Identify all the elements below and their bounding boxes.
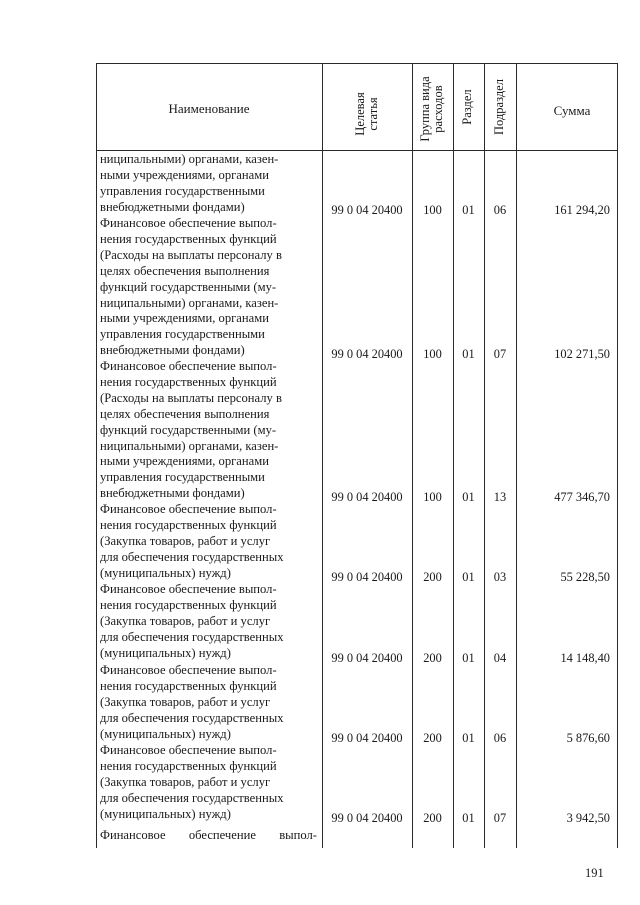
expense-group-cell: 100	[423, 203, 442, 217]
expense-group-cell: 200	[423, 731, 442, 745]
table-border-left	[96, 63, 97, 848]
subsection-cell: 06	[493, 203, 507, 217]
header-target-article: Целевая статья	[353, 92, 380, 136]
section-cell: 01	[462, 651, 475, 665]
row-description: Финансовое обеспечение выпол- нения государственных функций (Расходы на выплаты персоналу в целях обеспечения выполнения функций государственными (му- ниципальными) органами, казен- ными учреждениями, органами управления государственными внебюджетными фондами)	[100, 216, 282, 358]
subsection-cell: 06	[493, 731, 507, 745]
expense-group-cell: 200	[423, 651, 442, 665]
section-cell: 01	[462, 731, 475, 745]
row-description: Финансовое обеспечение выпол- нения государственных функций (Закупка товаров, работ и услуг для обеспечения государственных (муниципальных) нужд)	[100, 582, 284, 660]
sum-cell: 161 294,20	[554, 203, 610, 217]
target-article-cell: 99 0 04 20400	[331, 811, 403, 825]
subsection-cell: 13	[493, 490, 507, 504]
subsection-cell: 03	[493, 570, 507, 584]
expense-group-cell: 100	[423, 490, 442, 504]
expense-group-cell: 200	[423, 811, 442, 825]
sum-cell: 102 271,50	[554, 347, 610, 361]
sum-cell: 14 148,40	[560, 651, 610, 665]
row-description-tail: Финансовое обеспечение выпол-	[100, 828, 317, 842]
budget-table	[96, 63, 618, 848]
section-cell: 01	[462, 570, 475, 584]
row-description: Финансовое обеспечение выпол- нения государственных функций (Закупка товаров, работ и услуг для обеспечения государственных (муниципальных) нужд)	[100, 502, 284, 580]
row-description-continued: ниципальными) органами, казен- ными учреждениями, органами управления государственными внебюджетными фондами)	[100, 152, 279, 214]
table-border-right	[617, 63, 618, 848]
subsection-cell: 07	[493, 347, 507, 361]
section-cell: 01	[462, 203, 475, 217]
header-expense-group: Группа вида расходов	[418, 76, 445, 142]
target-article-cell: 99 0 04 20400	[331, 731, 403, 745]
row-description: Финансовое обеспечение выпол- нения государственных функций (Закупка товаров, работ и услуг для обеспечения государственных (муниципальных) нужд)	[100, 743, 284, 821]
target-article-cell: 99 0 04 20400	[331, 490, 403, 504]
row-description: Финансовое обеспечение выпол- нения государственных функций (Расходы на выплаты персоналу в целях обеспечения выполнения функций государственными (му- ниципальными) органами, казен- ными учреждениями, органами управления государственными внебюджетными фондами)	[100, 359, 282, 501]
header-sum: Сумма	[553, 103, 591, 118]
subsection-cell: 04	[493, 651, 507, 665]
header-section: Раздел	[460, 89, 474, 125]
page-number: 191	[585, 866, 604, 880]
target-article-cell: 99 0 04 20400	[331, 651, 403, 665]
header-subsection: Подраздел	[492, 79, 506, 135]
target-article-cell: 99 0 04 20400	[331, 347, 403, 361]
target-article-cell: 99 0 04 20400	[331, 570, 403, 584]
sum-cell: 3 942,50	[566, 811, 610, 825]
target-article-cell: 99 0 04 20400	[331, 203, 403, 217]
sum-cell: 5 876,60	[566, 731, 610, 745]
header-name: Наименование	[168, 101, 250, 116]
expense-group-cell: 100	[423, 347, 442, 361]
section-cell: 01	[462, 490, 475, 504]
sum-cell: 477 346,70	[554, 490, 610, 504]
subsection-cell: 07	[493, 811, 507, 825]
table-border-top	[96, 63, 618, 64]
section-cell: 01	[462, 811, 475, 825]
section-cell: 01	[462, 347, 475, 361]
sum-cell: 55 228,50	[560, 570, 610, 584]
expense-group-cell: 200	[423, 570, 442, 584]
row-description: Финансовое обеспечение выпол- нения государственных функций (Закупка товаров, работ и услуг для обеспечения государственных (муниципальных) нужд)	[100, 663, 284, 741]
